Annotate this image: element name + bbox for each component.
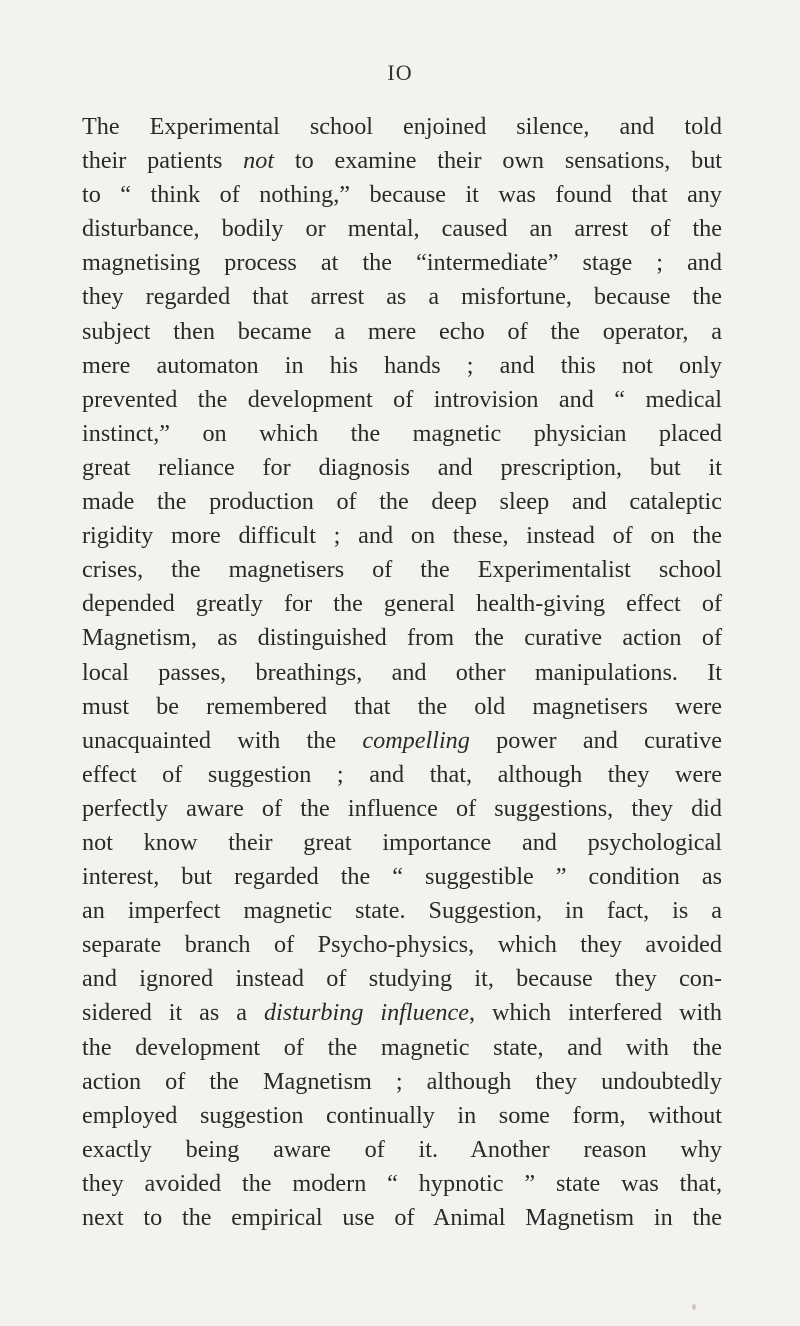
text-segment: perfectly aware of the influence of suggestions, they did	[82, 794, 722, 822]
text-segment: magnetising process at the “intermediate” stage ; and	[82, 249, 722, 277]
text-segment: , which interfered with	[469, 999, 722, 1027]
text-line	[82, 758, 722, 792]
text-line	[82, 451, 722, 485]
text-segment: sidered it as a	[82, 999, 264, 1027]
text-line	[82, 383, 722, 417]
text-line	[82, 587, 722, 621]
text-segment: next to the empirical use of Animal Magnetism in the	[82, 1204, 722, 1231]
text-segment: separate branch of Psycho-physics, which they avoided	[82, 931, 722, 959]
text-line	[82, 1201, 722, 1235]
text-line	[82, 485, 722, 519]
text-segment: they avoided the modern “ hypnotic ” state was that,	[82, 1169, 722, 1197]
text-segment: the development of the magnetic state, and with the	[82, 1033, 722, 1061]
text-line	[82, 315, 722, 349]
text-line	[82, 519, 722, 553]
italic-text: not	[243, 147, 275, 175]
text-line	[82, 1133, 722, 1167]
text-segment: not know their great importance and psychological	[82, 828, 722, 856]
italic-text: compelling	[362, 726, 470, 754]
text-line	[82, 1099, 722, 1133]
text-line	[82, 1031, 722, 1065]
text-segment: great reliance for diagnosis and prescription, but it	[82, 453, 722, 481]
text-segment: The Experimental school enjoined silence, and told	[82, 113, 722, 140]
text-segment: action of the Magnetism ; although they undoubtedly	[82, 1067, 722, 1095]
text-line	[82, 860, 722, 894]
text-line	[82, 178, 722, 212]
text-segment: effect of suggestion ; and that, although they were	[82, 760, 722, 788]
text-segment: an imperfect magnetic state. Suggestion, in fact, is a	[82, 897, 722, 925]
text-line	[82, 144, 722, 178]
text-line	[82, 280, 722, 314]
text-line	[82, 349, 722, 383]
text-segment: mere automaton in his hands ; and this not only	[82, 351, 722, 379]
text-segment: and ignored instead of studying it, because they con-	[82, 965, 722, 993]
text-segment: must be remembered that the old magnetisers were	[82, 692, 722, 720]
text-segment: Magnetism, as distinguished from the curative action of	[82, 624, 722, 652]
text-segment: depended greatly for the general health-giving effect of	[82, 590, 722, 618]
text-line	[82, 621, 722, 655]
text-segment: instinct,” on which the magnetic physician placed	[82, 419, 722, 447]
text-line	[82, 656, 722, 690]
text-line	[82, 417, 722, 451]
text-line	[82, 894, 722, 928]
text-segment: power and curative	[469, 726, 722, 754]
italic-text: disturbing influence	[263, 999, 469, 1027]
page-number: IO	[387, 60, 413, 85]
text-segment: made the production of the deep sleep and cataleptic	[82, 488, 722, 516]
text-segment: prevented the development of introvision and “ medical	[82, 385, 722, 413]
text-segment: employed suggestion continually in some form, without	[82, 1101, 722, 1129]
text-segment: local passes, breathings, and other manipulations. It	[82, 658, 722, 686]
text-segment: disturbance, bodily or mental, caused an arrest of the	[82, 215, 722, 243]
body-paragraph	[82, 110, 722, 1235]
text-line	[82, 928, 722, 962]
text-line	[82, 724, 722, 758]
text-segment: to “ think of nothing,” because it was found that any	[82, 181, 722, 209]
text-segment: subject then became a mere echo of the operator, a	[82, 317, 722, 345]
text-segment: interest, but regarded the “ suggestible ” condition as	[82, 863, 722, 891]
text-line	[82, 212, 722, 246]
text-line	[82, 246, 722, 280]
text-line	[82, 962, 722, 996]
text-line	[82, 996, 722, 1030]
text-segment: rigidity more difficult ; and on these, instead of on the	[82, 522, 722, 550]
text-line	[82, 553, 722, 587]
text-line	[82, 1065, 722, 1099]
text-segment: unacquainted with the	[82, 726, 363, 754]
text-line	[82, 792, 722, 826]
text-segment: their patients	[82, 147, 244, 175]
text-segment: they regarded that arrest as a misfortune, because the	[82, 283, 722, 311]
text-line	[82, 826, 722, 860]
text-line	[82, 690, 722, 724]
text-segment: exactly being aware of it. Another reason why	[82, 1135, 722, 1163]
text-segment: crises, the magnetisers of the Experimentalist school	[82, 556, 722, 584]
paper-speck	[692, 1304, 696, 1310]
text-line	[82, 110, 722, 144]
text-line	[82, 1167, 722, 1201]
text-segment: to examine their own sensations, but	[274, 147, 723, 175]
